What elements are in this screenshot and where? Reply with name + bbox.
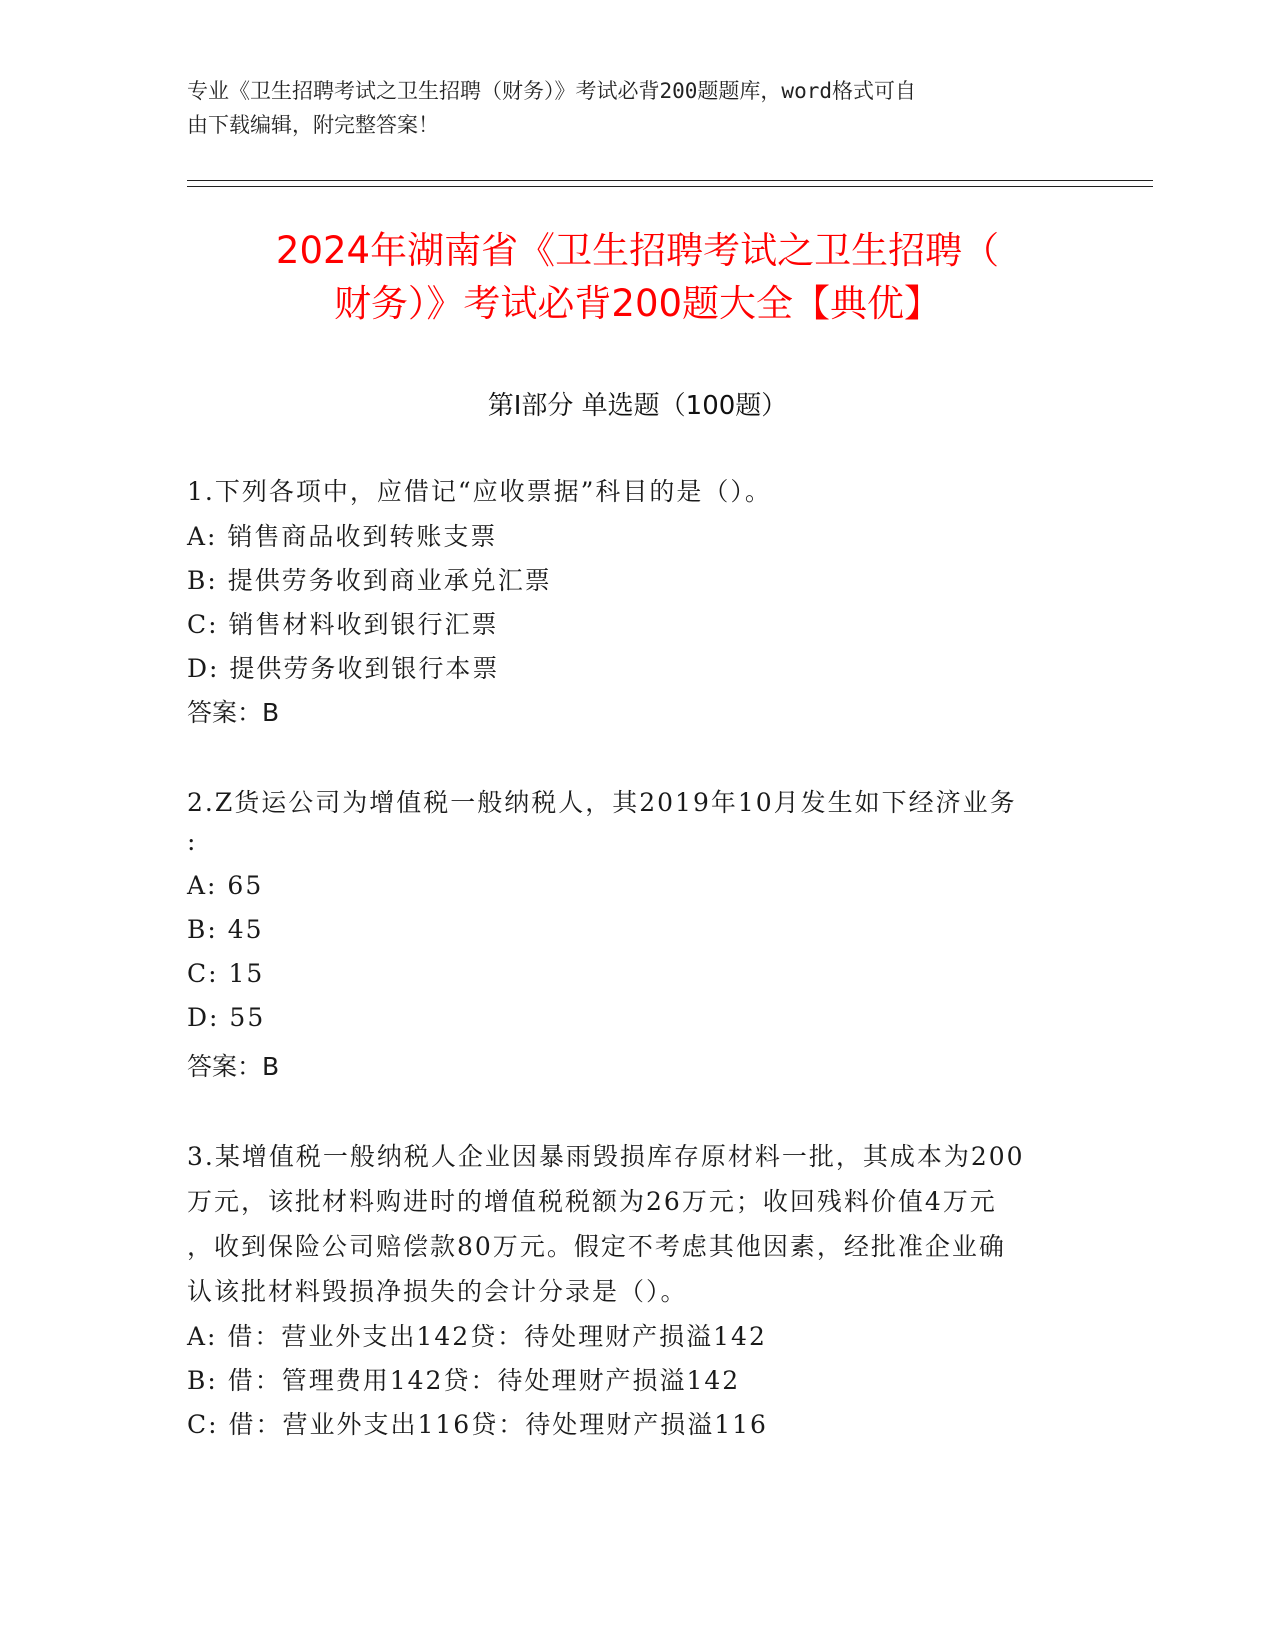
question-1-answer: 答案：B <box>187 698 280 727</box>
question-3-stem-line-3: ，收到保险公司赔偿款80万元。假定不考虑其他因素，经批准企业确 <box>187 1232 1006 1261</box>
document-title <box>150 224 1125 330</box>
question-2-option-d: D: 55 <box>187 1003 266 1032</box>
question-1-option-c: C: 销售材料收到银行汇票 <box>187 610 499 639</box>
question-3-stem-line-2: 万元，该批材料购进时的增值税税额为26万元；收回残料价值4万元 <box>187 1187 997 1216</box>
header-divider-top <box>187 180 1153 181</box>
question-2-stem-line-2: : <box>187 827 198 856</box>
question-1-option-b: B: 提供劳务收到商业承兑汇票 <box>187 566 552 595</box>
title-line-1: 2024年湖南省《卫生招聘考试之卫生招聘（ <box>275 229 1000 272</box>
question-2-option-c: C: 15 <box>187 959 265 988</box>
question-3-option-a: A: 借：营业外支出142贷：待处理财产损溢142 <box>187 1322 767 1351</box>
header-line-1: 专业《卫生招聘考试之卫生招聘（财务）》考试必背200题题库，word格式可自 <box>187 79 916 103</box>
question-2-option-b: B: 45 <box>187 915 264 944</box>
document-header <box>187 74 1087 142</box>
question-2-option-a: A: 65 <box>187 871 264 900</box>
header-line-2: 由下载编辑，附完整答案！ <box>187 113 439 137</box>
question-3-stem-line-4: 认该批材料毁损净损失的会计分录是（）。 <box>187 1277 688 1306</box>
question-2-answer: 答案：B <box>187 1052 280 1081</box>
question-3-option-b: B: 借：管理费用142贷：待处理财产损溢142 <box>187 1366 741 1395</box>
title-line-2: 财务）》考试必背200题大全【典优】 <box>333 282 942 325</box>
question-1-option-a: A: 销售商品收到转账支票 <box>187 522 498 551</box>
question-2-stem-line-1: 2.Z货运公司为增值税一般纳税人，其2019年10月发生如下经济业务 <box>187 788 1017 817</box>
section-title: 第I部分 单选题（100题） <box>487 391 788 421</box>
question-1-stem: 1.下列各项中，应借记“应收票据”科目的是（）。 <box>187 477 772 506</box>
question-3-option-c: C: 借：营业外支出116贷：待处理财产损溢116 <box>187 1410 768 1439</box>
header-divider-bottom <box>187 186 1153 187</box>
question-1-option-d: D: 提供劳务收到银行本票 <box>187 654 500 683</box>
question-3-stem-line-1: 3.某增值税一般纳税人企业因暴雨毁损库存原材料一批，其成本为200 <box>187 1142 1025 1171</box>
